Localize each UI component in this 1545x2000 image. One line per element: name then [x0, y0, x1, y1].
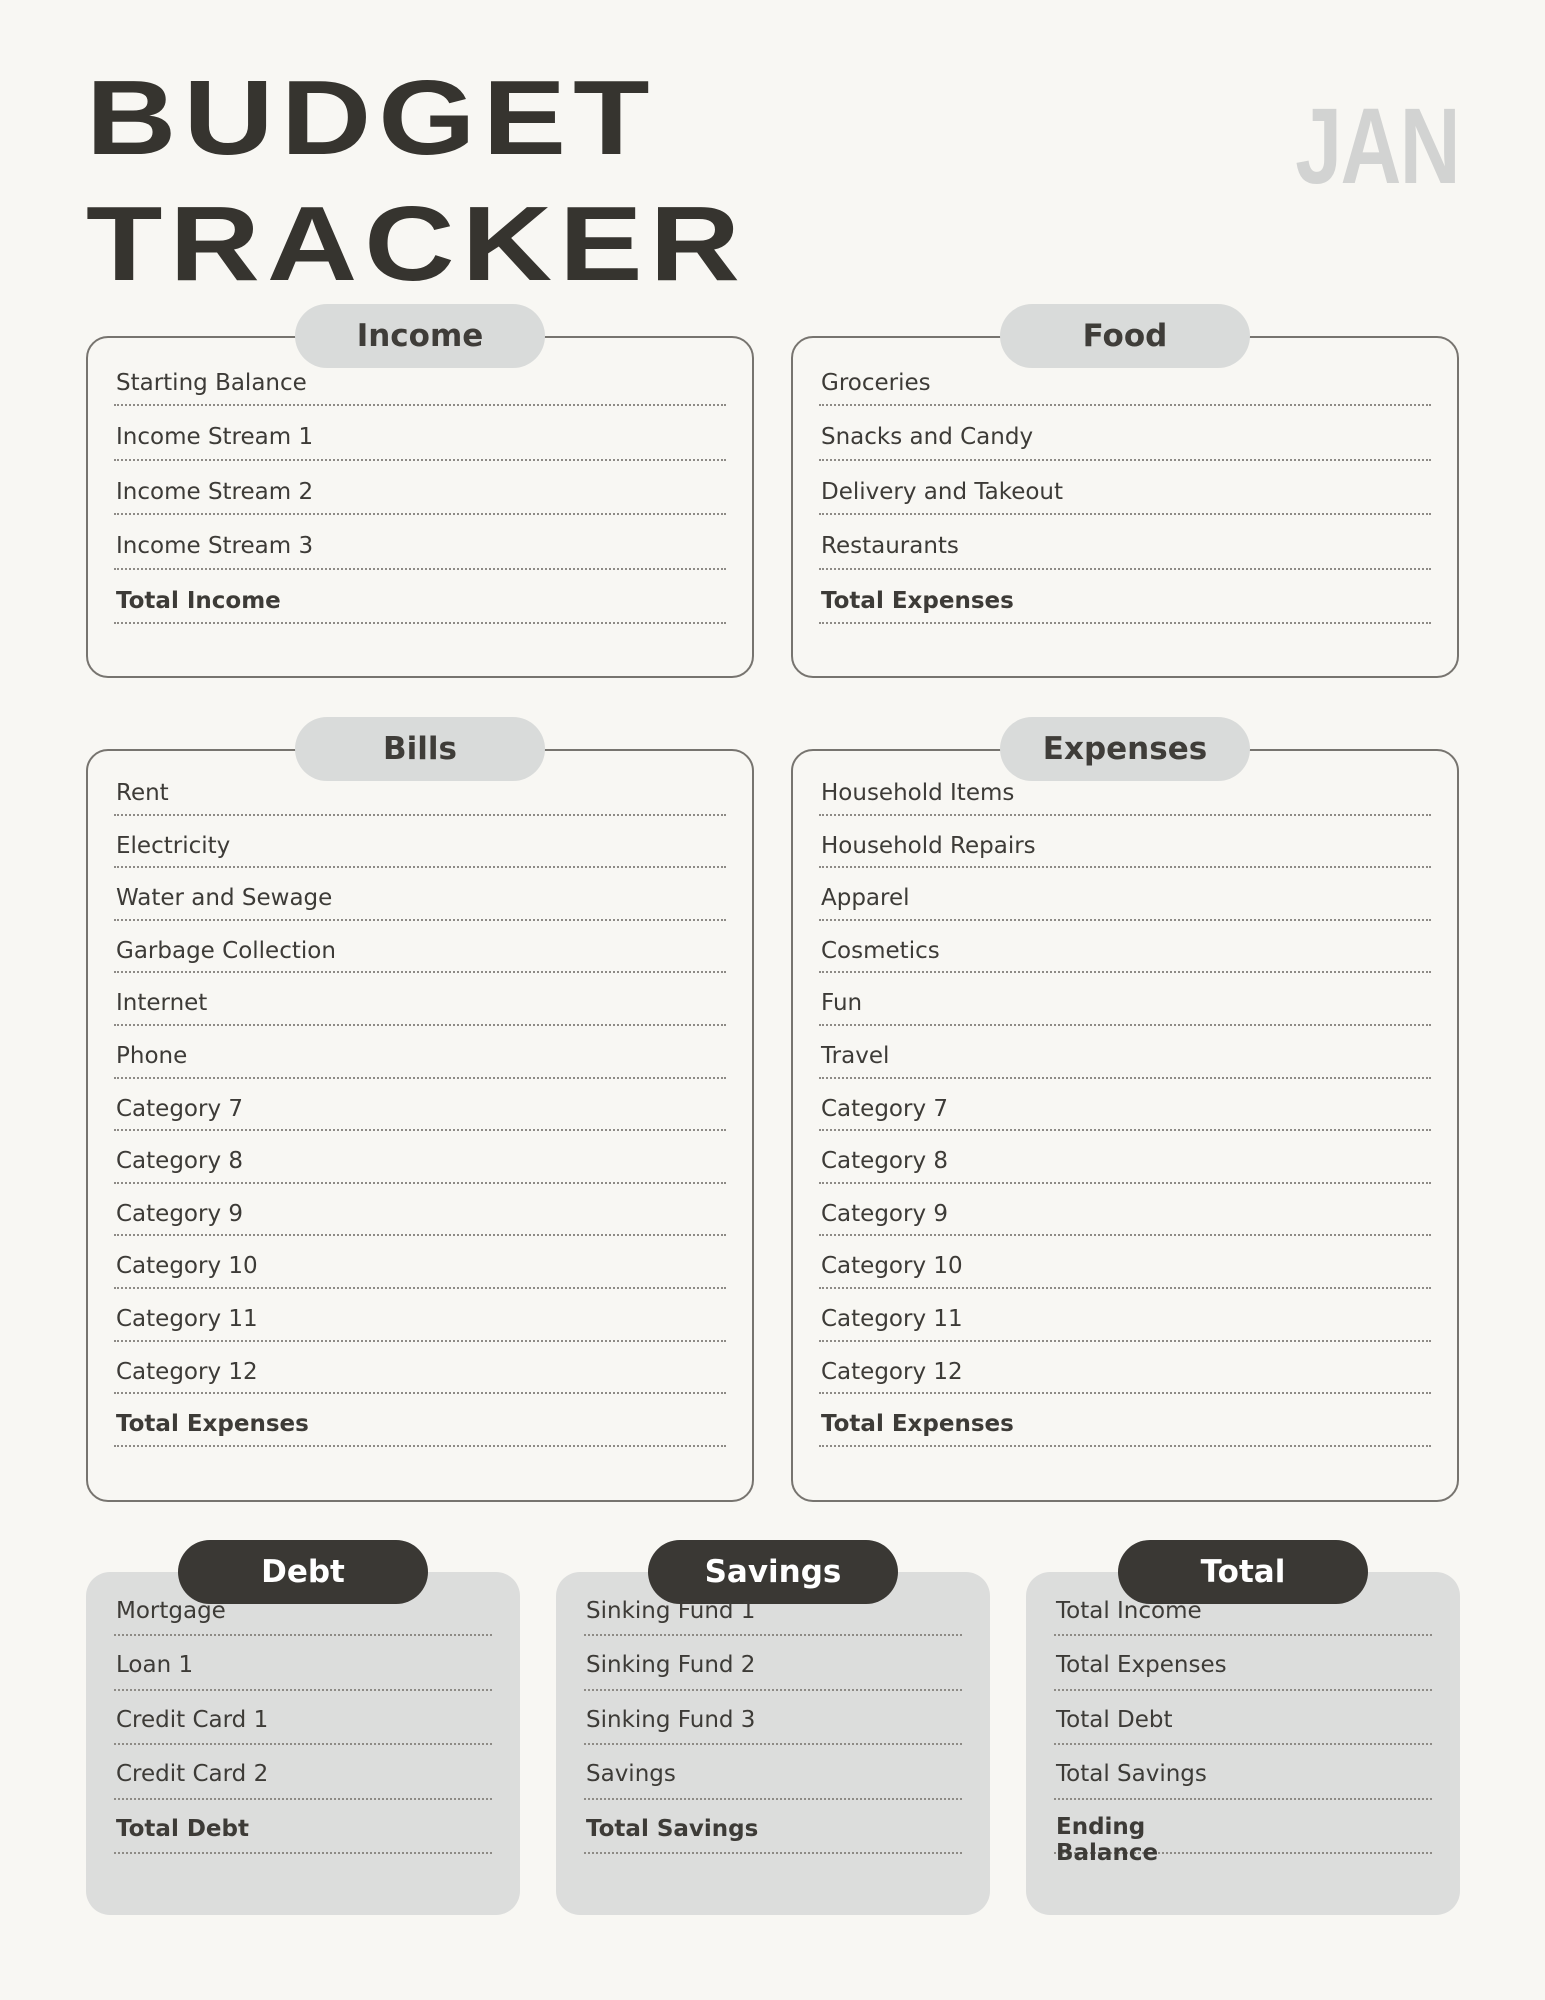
bills-row	[114, 816, 726, 869]
total-rows	[1054, 1582, 1432, 1866]
expenses-row-label: Category 9	[821, 1200, 949, 1227]
expenses-rows	[819, 763, 1431, 1447]
debt-row	[114, 1745, 492, 1799]
income-total-label: Total Income	[116, 587, 281, 614]
page-title	[86, 55, 747, 307]
savings-row-label: Savings	[586, 1761, 676, 1788]
expenses-row	[819, 816, 1431, 869]
summary-row	[1054, 1745, 1432, 1799]
debt-rows	[114, 1582, 492, 1854]
debt-row	[114, 1691, 492, 1745]
food-row-label: Delivery and Takeout	[821, 478, 1064, 505]
bills-row	[114, 921, 726, 974]
bills-total-label: Total Expenses	[116, 1411, 309, 1438]
bills-row-label: Internet	[116, 990, 208, 1017]
bills-total-row	[114, 1394, 726, 1447]
income-total-row	[114, 570, 726, 624]
bills-row-label: Category 9	[116, 1200, 244, 1227]
debt-total-row	[114, 1800, 492, 1854]
expenses-row	[819, 1184, 1431, 1237]
bills-row-label: Rent	[116, 780, 169, 806]
bills-row-label: Category 7	[116, 1095, 244, 1122]
savings-row	[584, 1745, 962, 1799]
expenses-section	[791, 717, 1459, 1502]
bills-row	[114, 868, 726, 921]
bills-row-label: Phone	[116, 1042, 188, 1069]
expenses-row-label: Category 11	[821, 1305, 963, 1332]
bills-row-label: Category 8	[116, 1148, 244, 1175]
summary-row-label: Total Savings	[1056, 1761, 1207, 1788]
income-section	[86, 304, 754, 678]
bills-rows	[114, 763, 726, 1447]
bills-row-label: Water and Sewage	[116, 885, 333, 912]
debt-row-label: Credit Card 1	[116, 1706, 269, 1733]
food-row	[819, 461, 1431, 515]
debt-row	[114, 1636, 492, 1690]
food-row	[819, 352, 1431, 406]
savings-row-label: Sinking Fund 2	[586, 1652, 756, 1679]
bills-row-label: Category 10	[116, 1253, 258, 1280]
expenses-row-label: Apparel	[821, 885, 910, 912]
savings-total-row	[584, 1800, 962, 1854]
bills-row	[114, 1236, 726, 1289]
income-row-label: Starting Balance	[116, 370, 307, 396]
savings-total-label: Total Savings	[586, 1815, 759, 1842]
food-row	[819, 515, 1431, 569]
bills-row	[114, 1342, 726, 1395]
bills-row	[114, 763, 726, 816]
debt-row-label: Mortgage	[116, 1598, 226, 1624]
expenses-row	[819, 1026, 1431, 1079]
income-header: Income	[295, 304, 545, 368]
debt-header: Debt	[178, 1540, 428, 1604]
debt-row-label: Loan 1	[116, 1652, 194, 1679]
bills-header: Bills	[295, 717, 545, 781]
savings-row	[584, 1582, 962, 1636]
expenses-row-label: Category 7	[821, 1095, 949, 1122]
food-row-label: Groceries	[821, 370, 931, 396]
expenses-row-label: Travel	[821, 1042, 890, 1069]
total-header: Total	[1118, 1540, 1368, 1604]
summary-row	[1054, 1691, 1432, 1745]
title-line-1: BUDGET	[86, 59, 657, 177]
savings-row-label: Sinking Fund 3	[586, 1706, 756, 1733]
bills-row	[114, 1131, 726, 1184]
expenses-row	[819, 1236, 1431, 1289]
food-rows	[819, 352, 1431, 624]
bills-row-label: Garbage Collection	[116, 937, 336, 964]
debt-total-label: Total Debt	[116, 1815, 249, 1842]
income-row	[114, 515, 726, 569]
food-section	[791, 304, 1459, 678]
expenses-row	[819, 921, 1431, 974]
summary-row-label: Total Debt	[1056, 1706, 1173, 1733]
expenses-row-label: Household Items	[821, 780, 1015, 806]
food-total-row	[819, 570, 1431, 624]
debt-row-label: Credit Card 2	[116, 1761, 269, 1788]
title-line-2: TRACKER	[86, 185, 748, 303]
debt-row	[114, 1582, 492, 1636]
bills-row	[114, 1079, 726, 1132]
savings-header: Savings	[648, 1540, 898, 1604]
savings-section	[556, 1540, 990, 1915]
bills-row-label: Category 12	[116, 1358, 258, 1385]
food-row	[819, 406, 1431, 460]
savings-row-label: Sinking Fund 1	[586, 1598, 756, 1624]
summary-row-label: Total Expenses	[1056, 1652, 1227, 1679]
bills-row-label: Electricity	[116, 832, 231, 859]
bills-row	[114, 1026, 726, 1079]
expenses-row-label: Category 10	[821, 1253, 963, 1280]
expenses-total-row	[819, 1394, 1431, 1447]
expenses-row	[819, 763, 1431, 816]
expenses-row-label: Cosmetics	[821, 937, 940, 964]
bills-row	[114, 1184, 726, 1237]
summary-row	[1054, 1636, 1432, 1690]
income-rows	[114, 352, 726, 624]
expenses-row	[819, 1289, 1431, 1342]
food-row-label: Snacks and Candy	[821, 424, 1034, 451]
savings-row	[584, 1636, 962, 1690]
food-total-label: Total Expenses	[821, 587, 1014, 614]
expenses-row	[819, 1342, 1431, 1395]
income-row	[114, 352, 726, 406]
month-label: JAN	[1295, 85, 1459, 206]
income-row	[114, 461, 726, 515]
expenses-row-label: Category 12	[821, 1358, 963, 1385]
income-row-label: Income Stream 2	[116, 478, 314, 505]
food-header: Food	[1000, 304, 1250, 368]
bills-row	[114, 1289, 726, 1342]
income-row	[114, 406, 726, 460]
summary-row-label: Total Income	[1056, 1598, 1202, 1624]
expenses-row-label: Household Repairs	[821, 832, 1036, 859]
food-row-label: Restaurants	[821, 533, 959, 560]
expenses-row	[819, 868, 1431, 921]
bills-section	[86, 717, 754, 1502]
bills-row	[114, 973, 726, 1026]
summary-total-label: Ending Balance	[1056, 1813, 1159, 1866]
bills-row-label: Category 11	[116, 1305, 258, 1332]
expenses-row-label: Fun	[821, 990, 863, 1017]
savings-row	[584, 1691, 962, 1745]
expenses-header: Expenses	[1000, 717, 1250, 781]
expenses-row	[819, 1131, 1431, 1184]
expenses-total-label: Total Expenses	[821, 1411, 1014, 1438]
debt-section	[86, 1540, 520, 1915]
summary-total-row	[1054, 1800, 1432, 1866]
savings-rows	[584, 1582, 962, 1854]
expenses-row	[819, 1079, 1431, 1132]
income-row-label: Income Stream 1	[116, 424, 314, 451]
total-section	[1026, 1540, 1460, 1915]
expenses-row	[819, 973, 1431, 1026]
summary-row	[1054, 1582, 1432, 1636]
expenses-row-label: Category 8	[821, 1148, 949, 1175]
income-row-label: Income Stream 3	[116, 533, 314, 560]
